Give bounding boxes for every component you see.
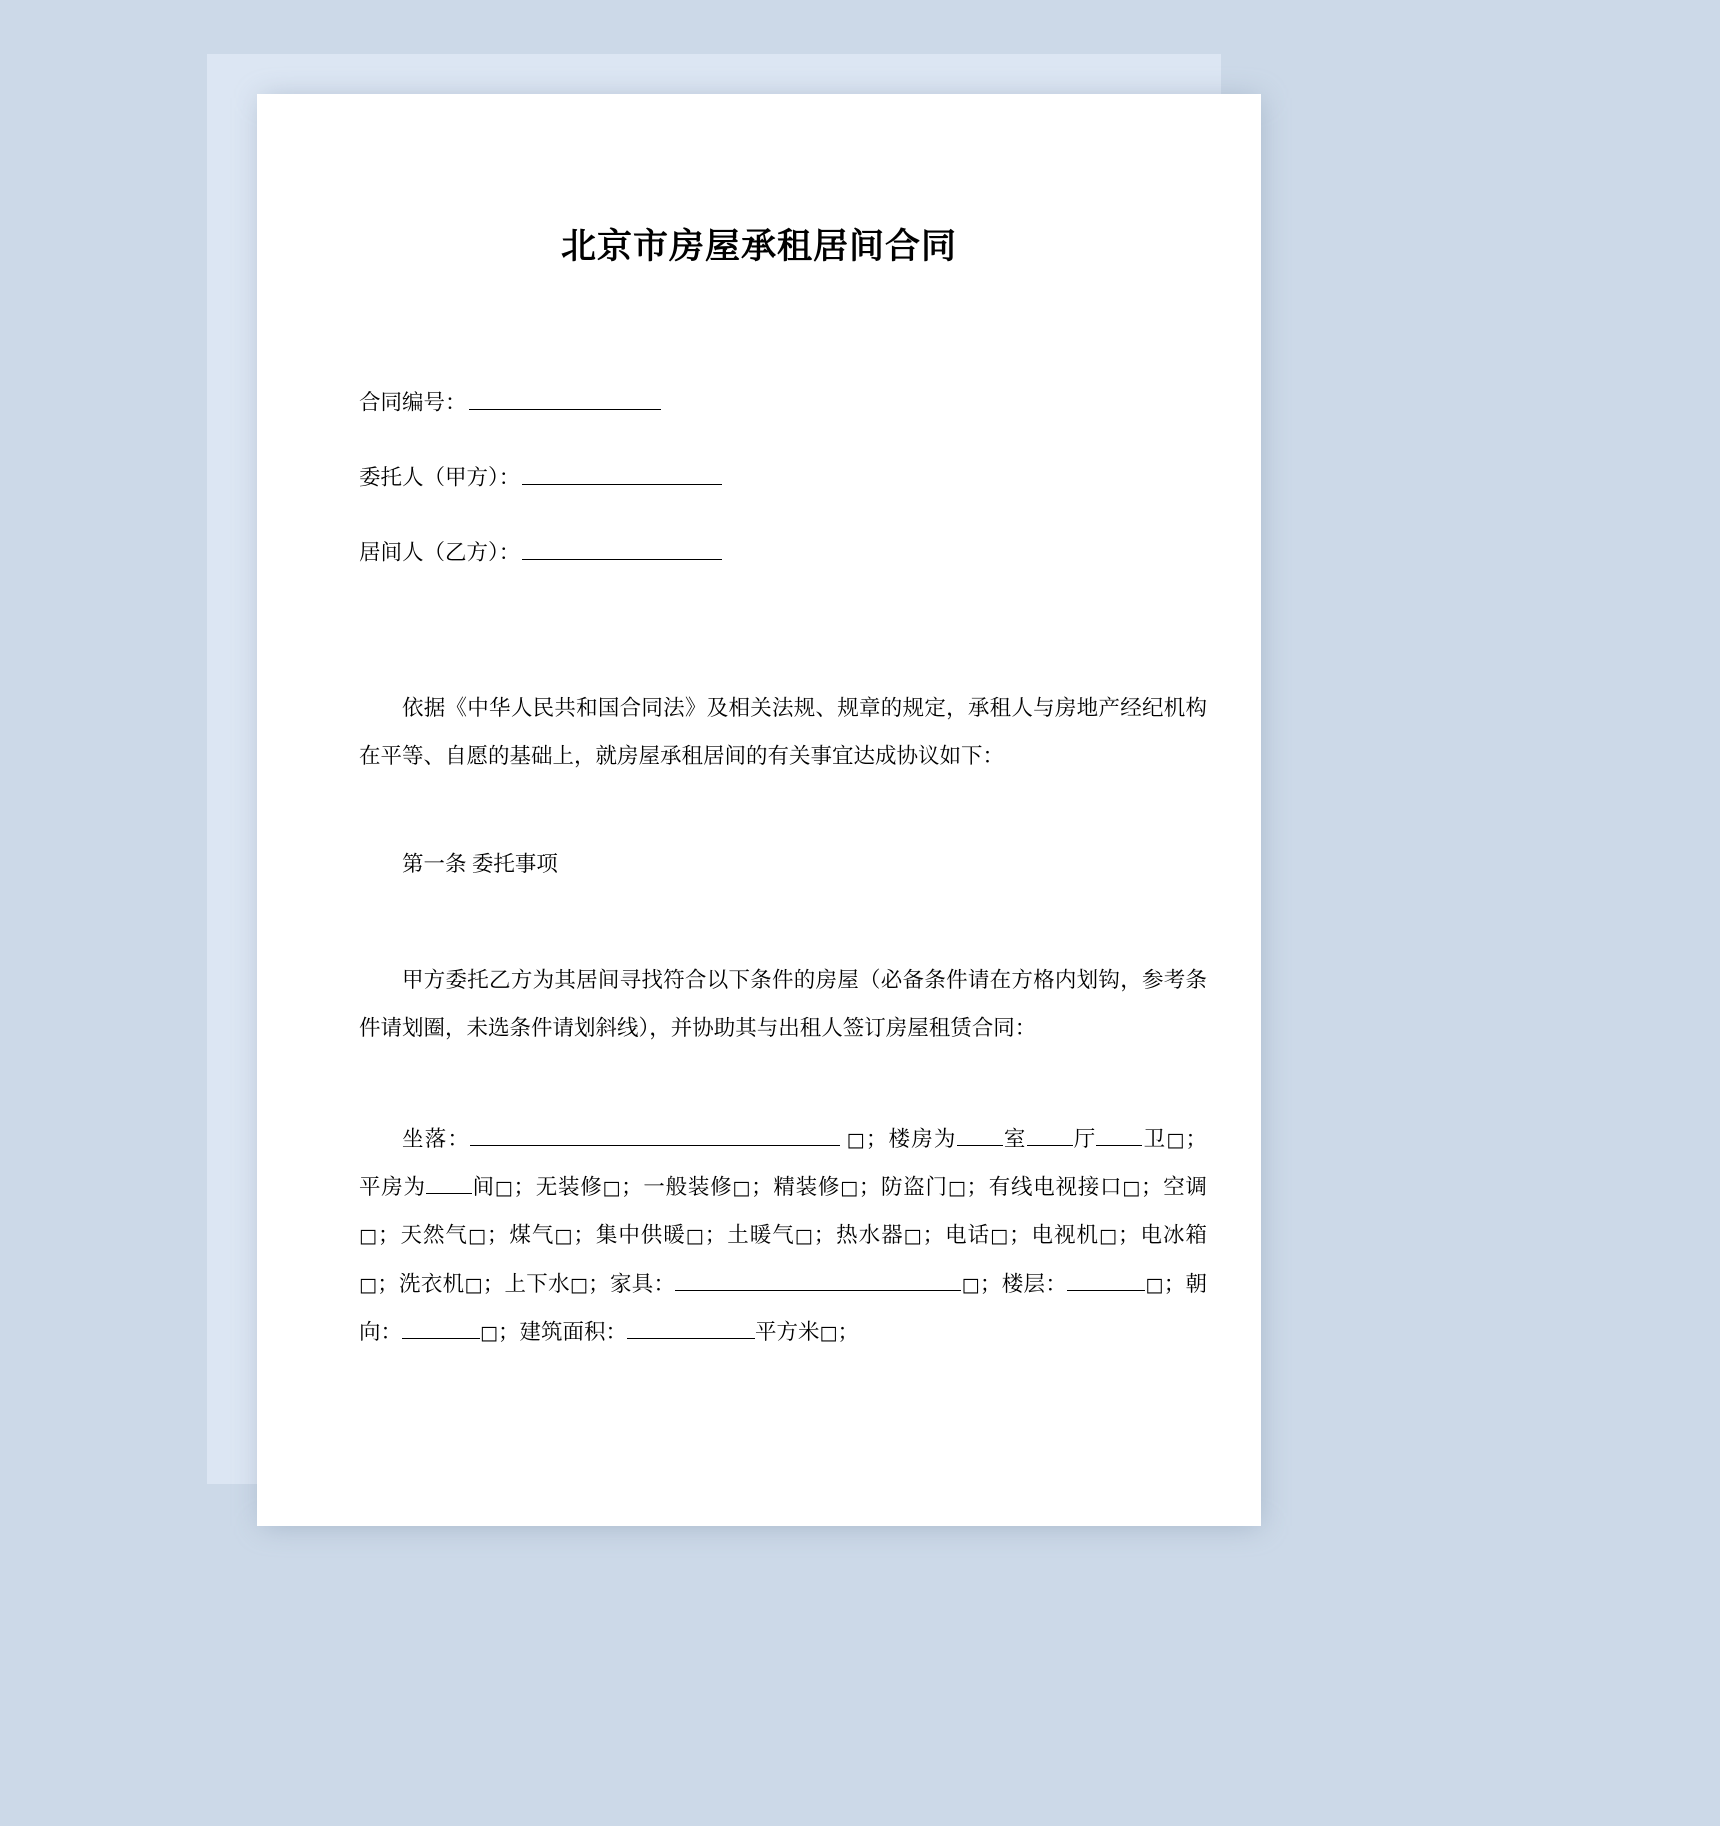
checkbox-no-decoration[interactable]: □ — [602, 1176, 622, 1199]
label-telephone: ；电话 — [922, 1223, 991, 1248]
checkbox-tv-set[interactable]: □ — [1099, 1225, 1118, 1248]
label-washer: ；洗衣机 — [377, 1271, 465, 1296]
checkbox-seat[interactable]: □ — [846, 1128, 866, 1151]
checkbox-central-heating[interactable]: □ — [685, 1225, 705, 1248]
input-flat-rooms[interactable] — [426, 1171, 472, 1194]
input-floor[interactable] — [1067, 1268, 1145, 1291]
checkbox-fridge[interactable]: □ — [359, 1273, 378, 1296]
label-hall: 厅 — [1072, 1126, 1097, 1151]
checkbox-area[interactable]: □ — [819, 1322, 838, 1344]
document-page — [257, 94, 1261, 1526]
field-label-party-a: 委托人（甲方）： — [359, 465, 521, 490]
spacer-3 — [359, 886, 1207, 956]
checkbox-orientation[interactable]: □ — [480, 1322, 498, 1344]
checkbox-washer[interactable]: □ — [464, 1273, 483, 1296]
label-no-decoration: ；无装修 — [513, 1174, 603, 1199]
document-body — [257, 387, 1261, 1356]
input-rooms[interactable] — [957, 1123, 1003, 1146]
checkbox-security-door[interactable]: □ — [947, 1176, 967, 1199]
label-normal-decoration: ；一般装修 — [621, 1174, 733, 1199]
label-central-heating: ；集中供暖 — [573, 1223, 686, 1248]
label-air-conditioner: ；空调 — [1140, 1174, 1207, 1199]
label-sqm: 平方米 — [754, 1320, 820, 1344]
checkbox-natural-gas[interactable]: □ — [467, 1225, 487, 1248]
checkbox-floor[interactable]: □ — [1145, 1273, 1164, 1296]
label-room: 室 — [1002, 1126, 1027, 1151]
label-jian: 间 — [471, 1174, 495, 1199]
checkbox-flat[interactable]: □ — [494, 1176, 514, 1199]
checkbox-air-conditioner[interactable]: □ — [359, 1225, 378, 1248]
label-orientation: ；朝向： — [359, 1271, 1207, 1344]
checkbox-building[interactable]: □ — [1166, 1128, 1186, 1151]
field-contract-number — [359, 387, 1207, 414]
field-input-party-b[interactable] — [522, 537, 722, 560]
label-flat: ；平房为 — [359, 1126, 1208, 1199]
clause-one-title: 第一条 委托事项 — [402, 851, 558, 876]
checkbox-telephone[interactable]: □ — [990, 1225, 1010, 1248]
label-fridge: ；电冰箱 — [1118, 1223, 1207, 1248]
input-area[interactable] — [627, 1317, 755, 1340]
label-security-door: ；防盗门 — [858, 1174, 948, 1199]
page-title: 北京市房屋承租居间合同 — [560, 227, 957, 267]
input-seat[interactable] — [470, 1123, 840, 1146]
field-label-contract-number: 合同编号： — [359, 390, 467, 415]
label-area: ；建筑面积： — [497, 1320, 627, 1344]
field-input-contract-number[interactable] — [469, 387, 661, 410]
input-halls[interactable] — [1027, 1123, 1073, 1146]
property-conditions — [359, 1115, 1207, 1357]
checkbox-coal-gas[interactable]: □ — [554, 1225, 574, 1248]
label-semicolon-end: ； — [837, 1320, 859, 1344]
field-input-party-a[interactable] — [522, 462, 722, 485]
label-tv-set: ；电视机 — [1009, 1223, 1100, 1248]
field-label-party-b: 居间人（乙方）： — [359, 540, 521, 565]
checkbox-plumbing[interactable]: □ — [569, 1273, 589, 1296]
field-party-b — [359, 537, 1207, 564]
spacer-4 — [359, 1053, 1207, 1115]
input-furniture[interactable] — [675, 1268, 961, 1291]
label-fine-decoration: ；精装修 — [751, 1174, 841, 1199]
checkbox-water-heater[interactable]: □ — [903, 1225, 923, 1248]
label-cable-tv: ；有线电视接口 — [966, 1174, 1123, 1199]
label-water-heater: ；热水器 — [813, 1223, 904, 1248]
clause-one-body: 甲方委托乙方为其居间寻找符合以下条件的房屋（必备条件请在方格内划钩，参考条件请划圈，未选条件请划斜线），并协助其与出租人签订房屋租赁合同： — [359, 967, 1207, 1041]
spacer-2 — [359, 781, 1207, 843]
checkbox-cable-tv[interactable]: □ — [1122, 1176, 1141, 1199]
label-local-heating: ；土暖气 — [704, 1223, 795, 1248]
label-floor: ；楼层： — [979, 1271, 1068, 1296]
checkbox-fine-decoration[interactable]: □ — [840, 1176, 859, 1199]
checkbox-local-heating[interactable]: □ — [794, 1225, 814, 1248]
checkbox-normal-decoration[interactable]: □ — [732, 1176, 752, 1199]
checkbox-furniture[interactable]: □ — [961, 1273, 980, 1296]
input-baths[interactable] — [1096, 1123, 1142, 1146]
input-orientation[interactable] — [402, 1317, 480, 1340]
label-furniture: ；家具： — [588, 1271, 676, 1296]
label-coal-gas: ；煤气 — [486, 1223, 555, 1248]
label-bath: 卫 — [1142, 1126, 1167, 1151]
preamble-paragraph: 依据《中华人民共和国合同法》及相关法规、规章的规定，承租人与房地产经纪机构在平等、自愿的基础上，就房屋承租居间的有关事宜达成协议如下： — [359, 696, 1207, 769]
label-natural-gas: ；天然气 — [377, 1223, 468, 1248]
spacer-1 — [359, 612, 1207, 684]
label-building: ；楼房为 — [865, 1126, 957, 1151]
label-seat: 坐落： — [402, 1126, 471, 1151]
label-plumbing: ；上下水 — [482, 1271, 570, 1296]
field-party-a — [359, 462, 1207, 489]
